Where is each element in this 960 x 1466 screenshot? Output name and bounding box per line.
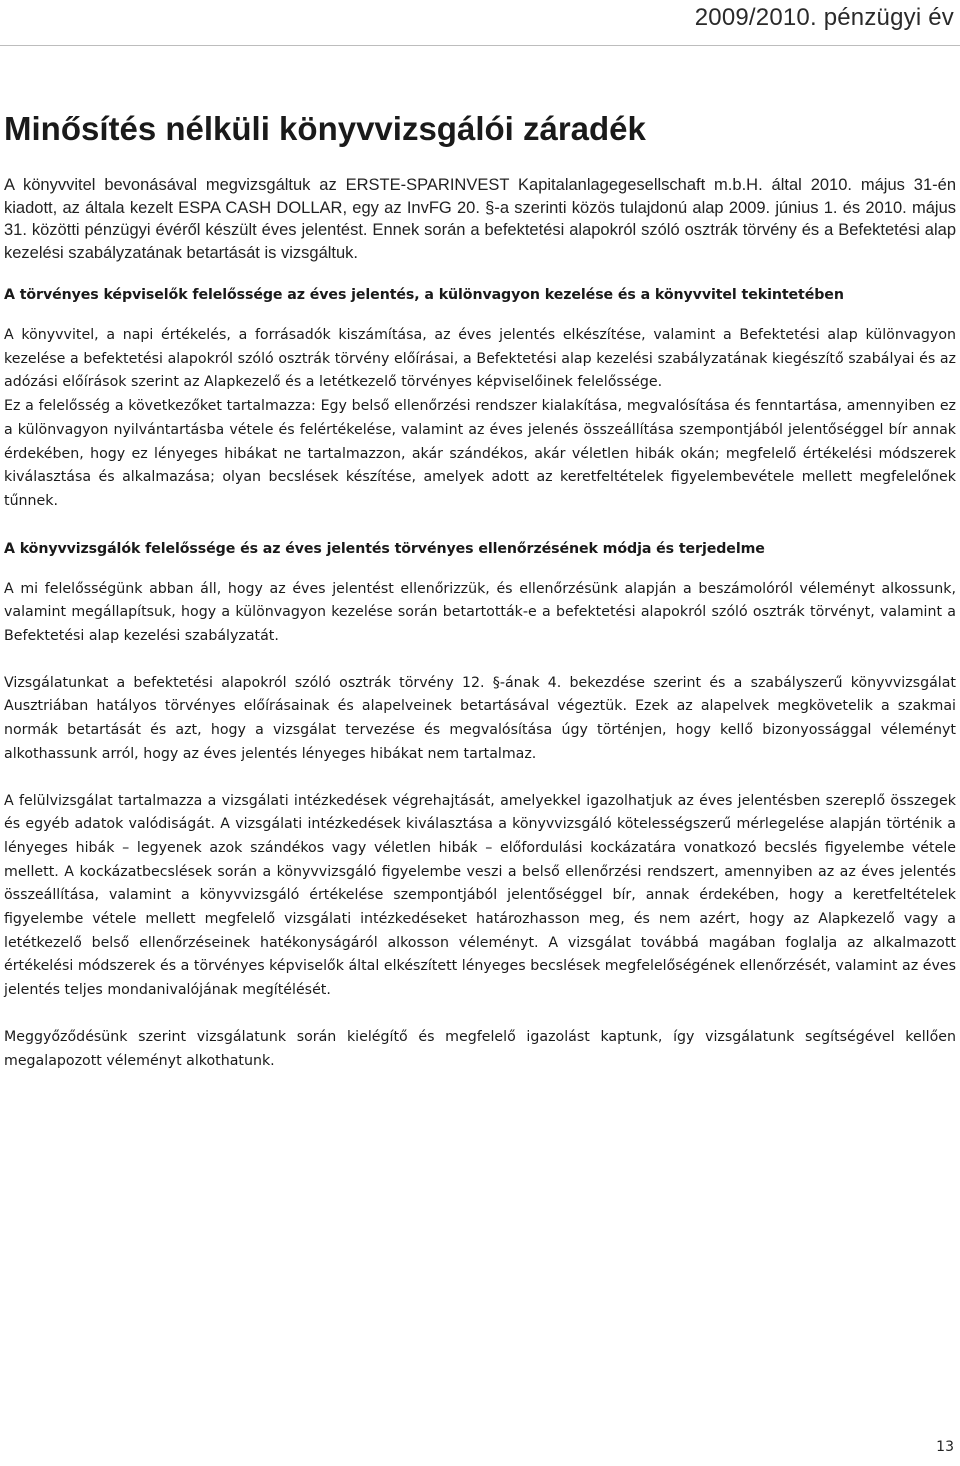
section-paragraph: Ez a felelősség a következőket tartalmazza: Egy belső ellenőrzési rendszer kialakítása, megvalósítása és fenntartása, amennyiben ez a különvagyon nyilvántartásba vétele és felértékelése, valamint az éves jelenés összeállítása szempontjából jelentőséggel bír annak érdekében, hogy ez lényeges hibákat ne tartalmazzon, akár szándékos, akár véletlen hibák okán; megfelelő értékelési módszerek kiválasztása és alkalmazása; olyan becslések készítése, amelyek adott az keretfeltételek figyelembevétele mellett megfelelőnek tűnnek.: [4, 398, 956, 509]
paragraph-spacer: [4, 1003, 956, 1026]
header-fiscal-year: 2009/2010. pénzügyi év: [694, 4, 954, 31]
section-spacer: [4, 514, 956, 537]
section-paragraph: A felülvizsgálat tartalmazza a vizsgálati intézkedések végrehajtását, amelyekkel igazolhatjuk az éves jelentésben szereplő összegek és egyéb adatok valódiságát. A vizsgálati intézkedések kiválasztása a könyvvizsgáló kötelességszerű mérlegelése alapján történik a lényeges hibák – legyenek azok szándékos vagy véletlen hibák – előfordulási kockázatára vonatkozó becslés figyelembe vétele mellett. A kockázatbecslések során a könyvvizsgáló figyelembe veszi a belső ellenőrzési rendszert, amennyiben az az éves jelentés összeállítása, valamint a könyvvizsgáló értékelése szempontjából jelentőséggel bír, annak érdekében, hogy a keretfeltételek figyelembe vétele mellett megfelelő vizsgálati intézkedéseket határozhasson meg, és nem azért, hogy az Alapkezelő vagy a letétkezelő belső ellenőrzéseinek hatékonyságáról alkosson véleményt. A vizsgálat továbbá magában foglalja az alkalmazott értékelési módszerek és a törvényes képviselők által elkészített lényeges becslések megfelelőségének ellenőrzését, valamint az éves jelentés teljes mondanivalójának megítélését.: [4, 792, 956, 999]
header-divider: [0, 45, 960, 46]
section-heading-auditors: A könyvvizsgálók felelőssége és az éves jelentés törvényes ellenőrzésének módja és terjedelme: [4, 540, 765, 557]
section-paragraph: Vizsgálatunkat a befektetési alapokról szóló osztrák törvény 12. §-ának 4. bekezdése szerint és a szabályszerű könyvvizsgálat Ausztriában hatályos törvényes előírásainak és alapelveinek betartásával végeztük. Ezek az alapelvek megkövetelik a szakmai normák betartását és azt, hogy a vizsgálat tervezése és megvalósítása úgy történjen, hogy kellő bizonyossággal véleményt alkothassunk arról, hogy az éves jelentés lényeges hibákat nem tartalmaz.: [4, 674, 956, 762]
paragraph-spacer: [4, 767, 956, 790]
section-paragraph: A könyvvitel, a napi értékelés, a forrásadók kiszámítása, az éves jelentés elkészítése, valamint a Befektetési alap különvagyon kezelése a befektetési alapokról szóló osztrák törvény előírásai, a Befektetési alap kezelési szabályzatának kiegészítő szabályai és az adózási előírások szerint az Alapkezelő és a letétkezelő törvényes képviselőinek felelőssége.: [4, 327, 956, 391]
intro-paragraph: A könyvvitel bevonásával megvizsgáltuk az ERSTE-SPARINVEST Kapitalanlagegesellschaft m.b.H. által 2010. május 31-én kiadott, az általa kezelt ESPA CASH DOLLAR, egy az InvFG 20. §-a szerinti közös tulajdonú alap 2009. június 1. és 2010. május 31. közötti pénzügyi évéről készült éves jelentést. Ennek során a befektetési alapokról szóló osztrák törvény és a Befektetési alap kezelési szabályzatának betartását is vizsgáltuk.: [4, 176, 956, 262]
page-title: Minősítés nélküli könyvvizsgálói záradék: [4, 110, 646, 147]
section-paragraph: Meggyőződésünk szerint vizsgálatunk során kielégítő és megfelelő igazolást kaptunk, így vizsgálatunk segítségével kellően megalapozott véleményt alkothatunk.: [4, 1028, 956, 1069]
section-paragraph: A mi felelősségünk abban áll, hogy az éves jelentést ellenőrizzük, és ellenőrzésünk alapján a beszámolóról véleményt alkossunk, valamint megállapítsuk, hogy a különvagyon kezelése során betartották-e a befektetési alapokról szóló osztrák törvényt, valamint a Befektetési alap kezelési szabályzatát.: [4, 580, 956, 645]
page-number: 13: [936, 1439, 954, 1455]
document-body: [4, 283, 956, 1073]
section-heading-representatives: A törvényes képviselők felelőssége az éves jelentés, a különvagyon kezelése és a könyvvitel tekintetében: [4, 287, 844, 303]
paragraph-spacer: [4, 649, 956, 672]
